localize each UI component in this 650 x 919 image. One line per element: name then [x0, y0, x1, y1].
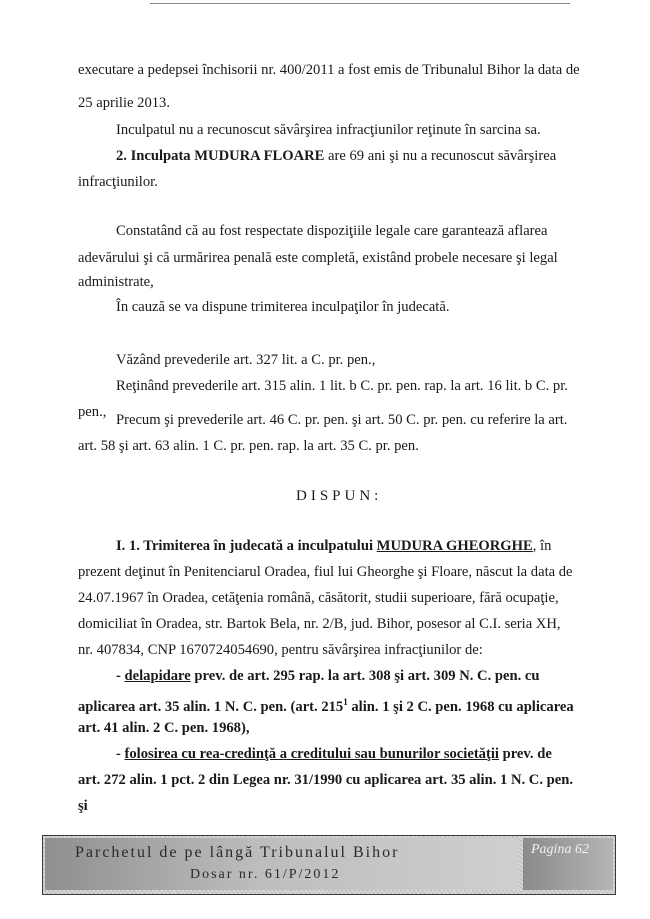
defendant-1-name: MUDURA GHEORGHE	[376, 538, 533, 554]
text-line: 25 aprilie 2013.	[78, 95, 171, 111]
text-line: executare a pedepsei închisorii nr. 400/2011 a fost emis de Tribunalul Bihor la data de	[78, 62, 580, 78]
text-line: art. 41 alin. 2 C. pen. 1968),	[78, 720, 250, 736]
text-line: În cauză se va dispune trimiterea inculpaţilor în judecată.	[116, 299, 450, 315]
text-line: 24.07.1967 în Oradea, cetăţenia română, căsătorit, studii superioare, fără ocupaţie,	[78, 590, 559, 606]
footer-office-name: Parchetul de pe lângă Tribunalul Bihor	[75, 844, 400, 861]
text-line: nr. 407834, CNP 1670724054690, pentru săvârşirea infracţiunilor de:	[78, 642, 483, 658]
text-line: pen.,	[78, 404, 107, 420]
offense-term: folosirea cu rea-credinţă a creditului sau bunurilor societăţii	[124, 746, 499, 762]
defendant-2-line: 2. Inculpata MUDURA FLOARE are 69 ani şi nu a recunoscut săvârşirea	[116, 148, 557, 164]
text-line: art. 58 şi art. 63 alin. 1 C. pr. pen. rap. la art. 35 C. pr. pen.	[78, 438, 419, 454]
page-top-rule	[150, 3, 570, 4]
footer-file-number: Dosar nr. 61/P/2012	[190, 867, 341, 882]
footer-page-box	[523, 838, 613, 890]
text-line: prezent deţinut în Penitenciarul Oradea, fiul lui Gheorghe şi Floare, născut la data de	[78, 564, 573, 580]
decision-line: I. 1. Trimiterea în judecată a inculpatului MUDURA GHEORGHE, în	[116, 538, 552, 554]
offense-line: aplicarea art. 35 alin. 1 N. C. pen. (art. $215^1$ alin. 1 şi 2 C. pen. 1968 cu aplicarea	[78, 697, 574, 715]
offense-line: - folosirea cu rea-credinţă a creditului sau bunurilor societăţii prev. de	[116, 746, 552, 762]
offense-term: delapidare	[124, 668, 191, 684]
defendant-2-name: 2. Inculpata MUDURA FLOARE	[116, 148, 325, 164]
text-line: infracţiunilor.	[78, 174, 158, 190]
footer-office-box	[45, 838, 519, 890]
text-line: administrate,	[78, 274, 154, 290]
text-line: şi	[78, 798, 88, 814]
page-footer	[42, 835, 616, 895]
text-line: adevărului şi că urmărirea penală este completă, existând probele necesare şi legal	[78, 250, 558, 266]
text-line: Reţinând prevederile art. 315 alin. 1 lit. b C. pr. pen. rap. la art. 16 lit. b C. pr.	[116, 378, 568, 394]
section-heading: DISPUN:	[296, 488, 383, 504]
text-line: domiciliat în Oradea, str. Bartok Bela, nr. 2/B, jud. Bihor, posesor al C.I. seria XH,	[78, 616, 561, 632]
text-line: art. 272 alin. 1 pct. 2 din Legea nr. 31/1990 cu aplicarea art. 35 alin. 1 N. C. pen.	[78, 772, 573, 788]
text-line: Inculpatul nu a recunoscut săvârşirea infracţiunilor reţinute în sarcina sa.	[116, 122, 541, 138]
page-number: Pagina 62	[531, 842, 589, 857]
text-line: Precum şi prevederile art. 46 C. pr. pen. şi art. 50 C. pr. pen. cu referire la art.	[116, 412, 568, 428]
text-line: Constatând că au fost respectate dispoziţiile legale care garantează aflarea	[116, 223, 548, 239]
text-line: Văzând prevederile art. 327 lit. a C. pr. pen.,	[116, 352, 376, 368]
offense-line: - delapidare prev. de art. 295 rap. la art. 308 şi art. 309 N. C. pen. cu	[116, 668, 540, 684]
